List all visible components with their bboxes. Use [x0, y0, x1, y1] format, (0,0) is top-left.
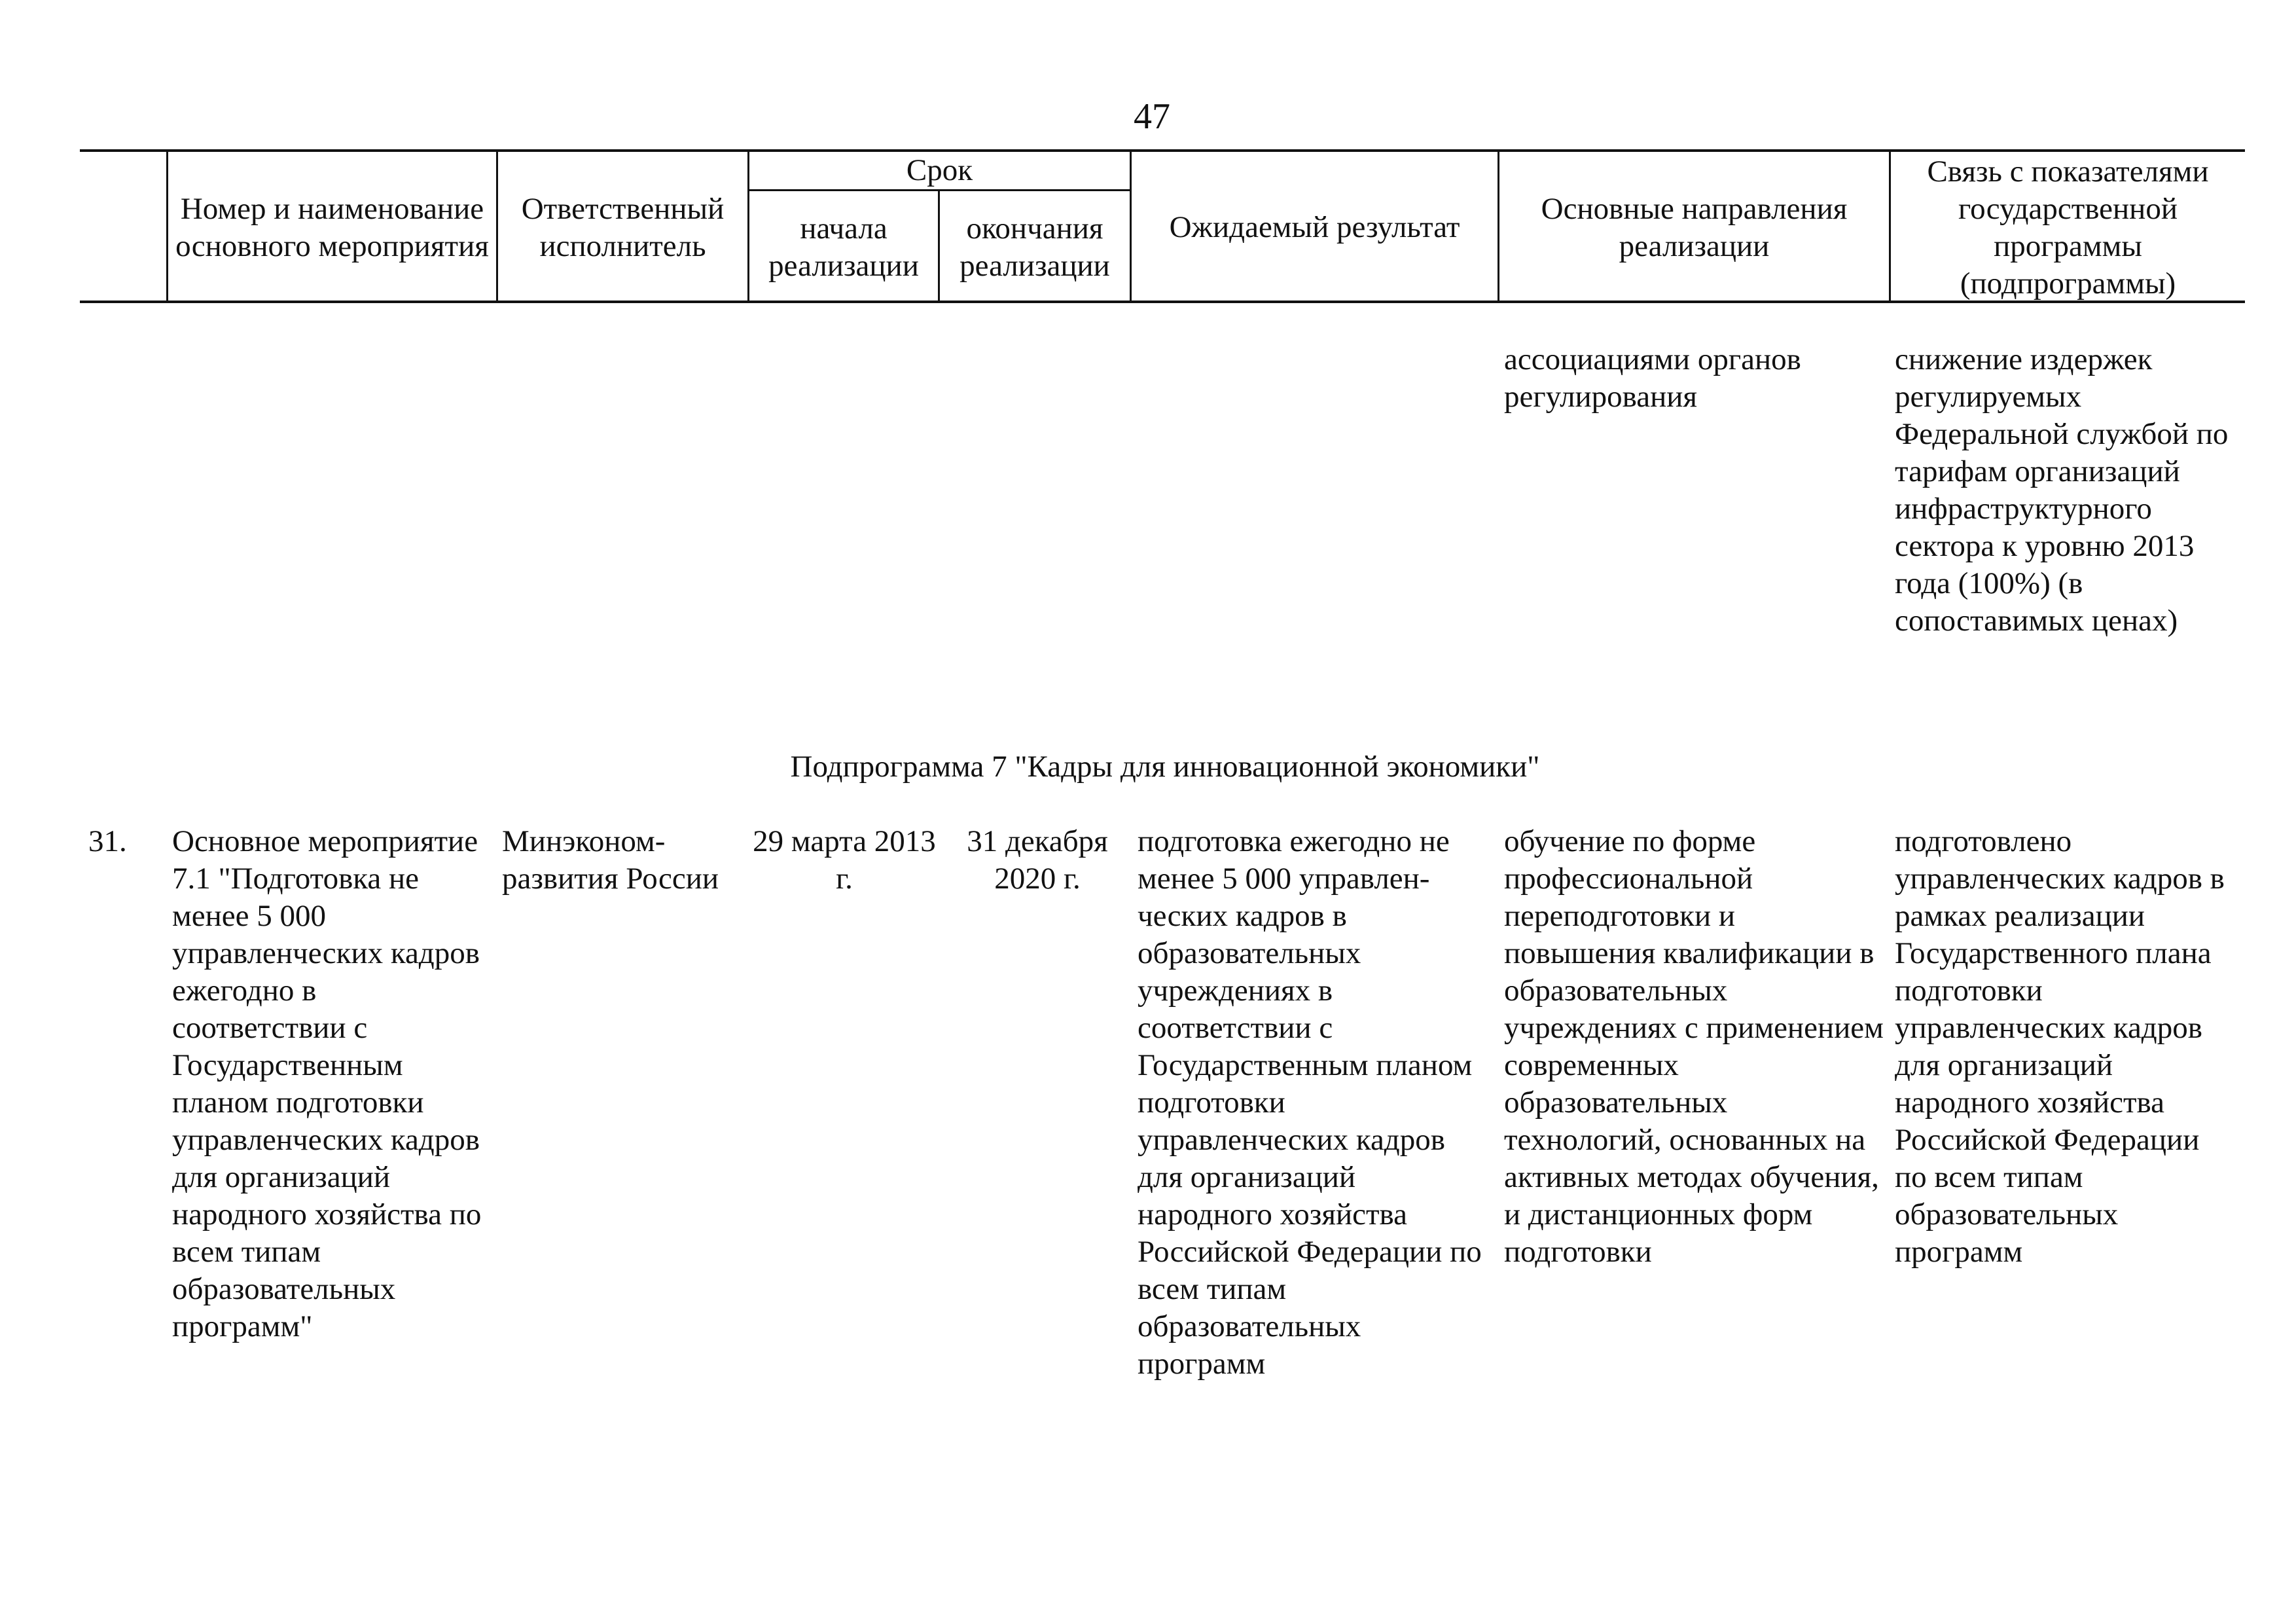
- continuation-link: снижение издержек регулируемых Федеральной службой по тарифам организаций инфраструктурного сектора к уровню 2013 года (100%) (в сопоставимых ценах): [1895, 342, 2229, 638]
- table-header: [80, 149, 2245, 303]
- header-col-directions: Основные направления реализации: [1541, 191, 1848, 263]
- row-end-date: 31 декабря 2020 г.: [967, 824, 1108, 896]
- header-col-term: Срок: [906, 153, 973, 187]
- header-col-executor: Ответственный исполнитель: [521, 191, 725, 263]
- header-col-end: окончания реализации: [960, 211, 1110, 283]
- row-start-date: 29 марта 2013 г.: [753, 824, 936, 896]
- row-result: подготовка ежегодно не менее 5 000 управлен-ческих кадров в образовательных учреждениях в соответствии с Государственным планом подготовки управленческих кадров для организаций народного хозяйства Российской Федерации по всем типам образовательных программ: [1138, 824, 1482, 1381]
- header-col-link: Связь с показателями государственной программы (подпрограммы): [1927, 154, 2209, 301]
- row-executor: Минэконом-развития России: [502, 824, 719, 896]
- page-number: 47: [1134, 96, 1170, 137]
- header-col-result: Ожидаемый результат: [1169, 210, 1460, 244]
- header-col-name: Номер и наименование основного мероприятия: [175, 191, 489, 263]
- row-directions: обучение по форме профессиональной переподготовки и повышения квалификации в образовательных учреждениях с применением современных образовательных технологий, основанных на активных методах обучения, и дистанционных форм подготовки: [1504, 824, 1884, 1269]
- row-number: 31.: [88, 824, 127, 858]
- header-col-start: начала реализации: [768, 211, 919, 283]
- continuation-directions: ассоциациями органов регулирования: [1504, 342, 1801, 414]
- row-link: подготовлено управленческих кадров в рамках реализации Государственного плана подготовки управленческих кадров для организаций народного хозяйства Российской Федерации по всем типам образовательных программ: [1895, 824, 2225, 1269]
- row-name: Основное мероприятие 7.1 "Подготовка не менее 5 000 управленческих кадров ежегодно в соответствии с Государственным планом подготовки управленческих кадров для организаций народного хозяйства по всем типам образовательных программ": [172, 824, 482, 1343]
- subprogram-title: Подпрограмма 7 "Кадры для инновационной экономики": [790, 750, 1540, 784]
